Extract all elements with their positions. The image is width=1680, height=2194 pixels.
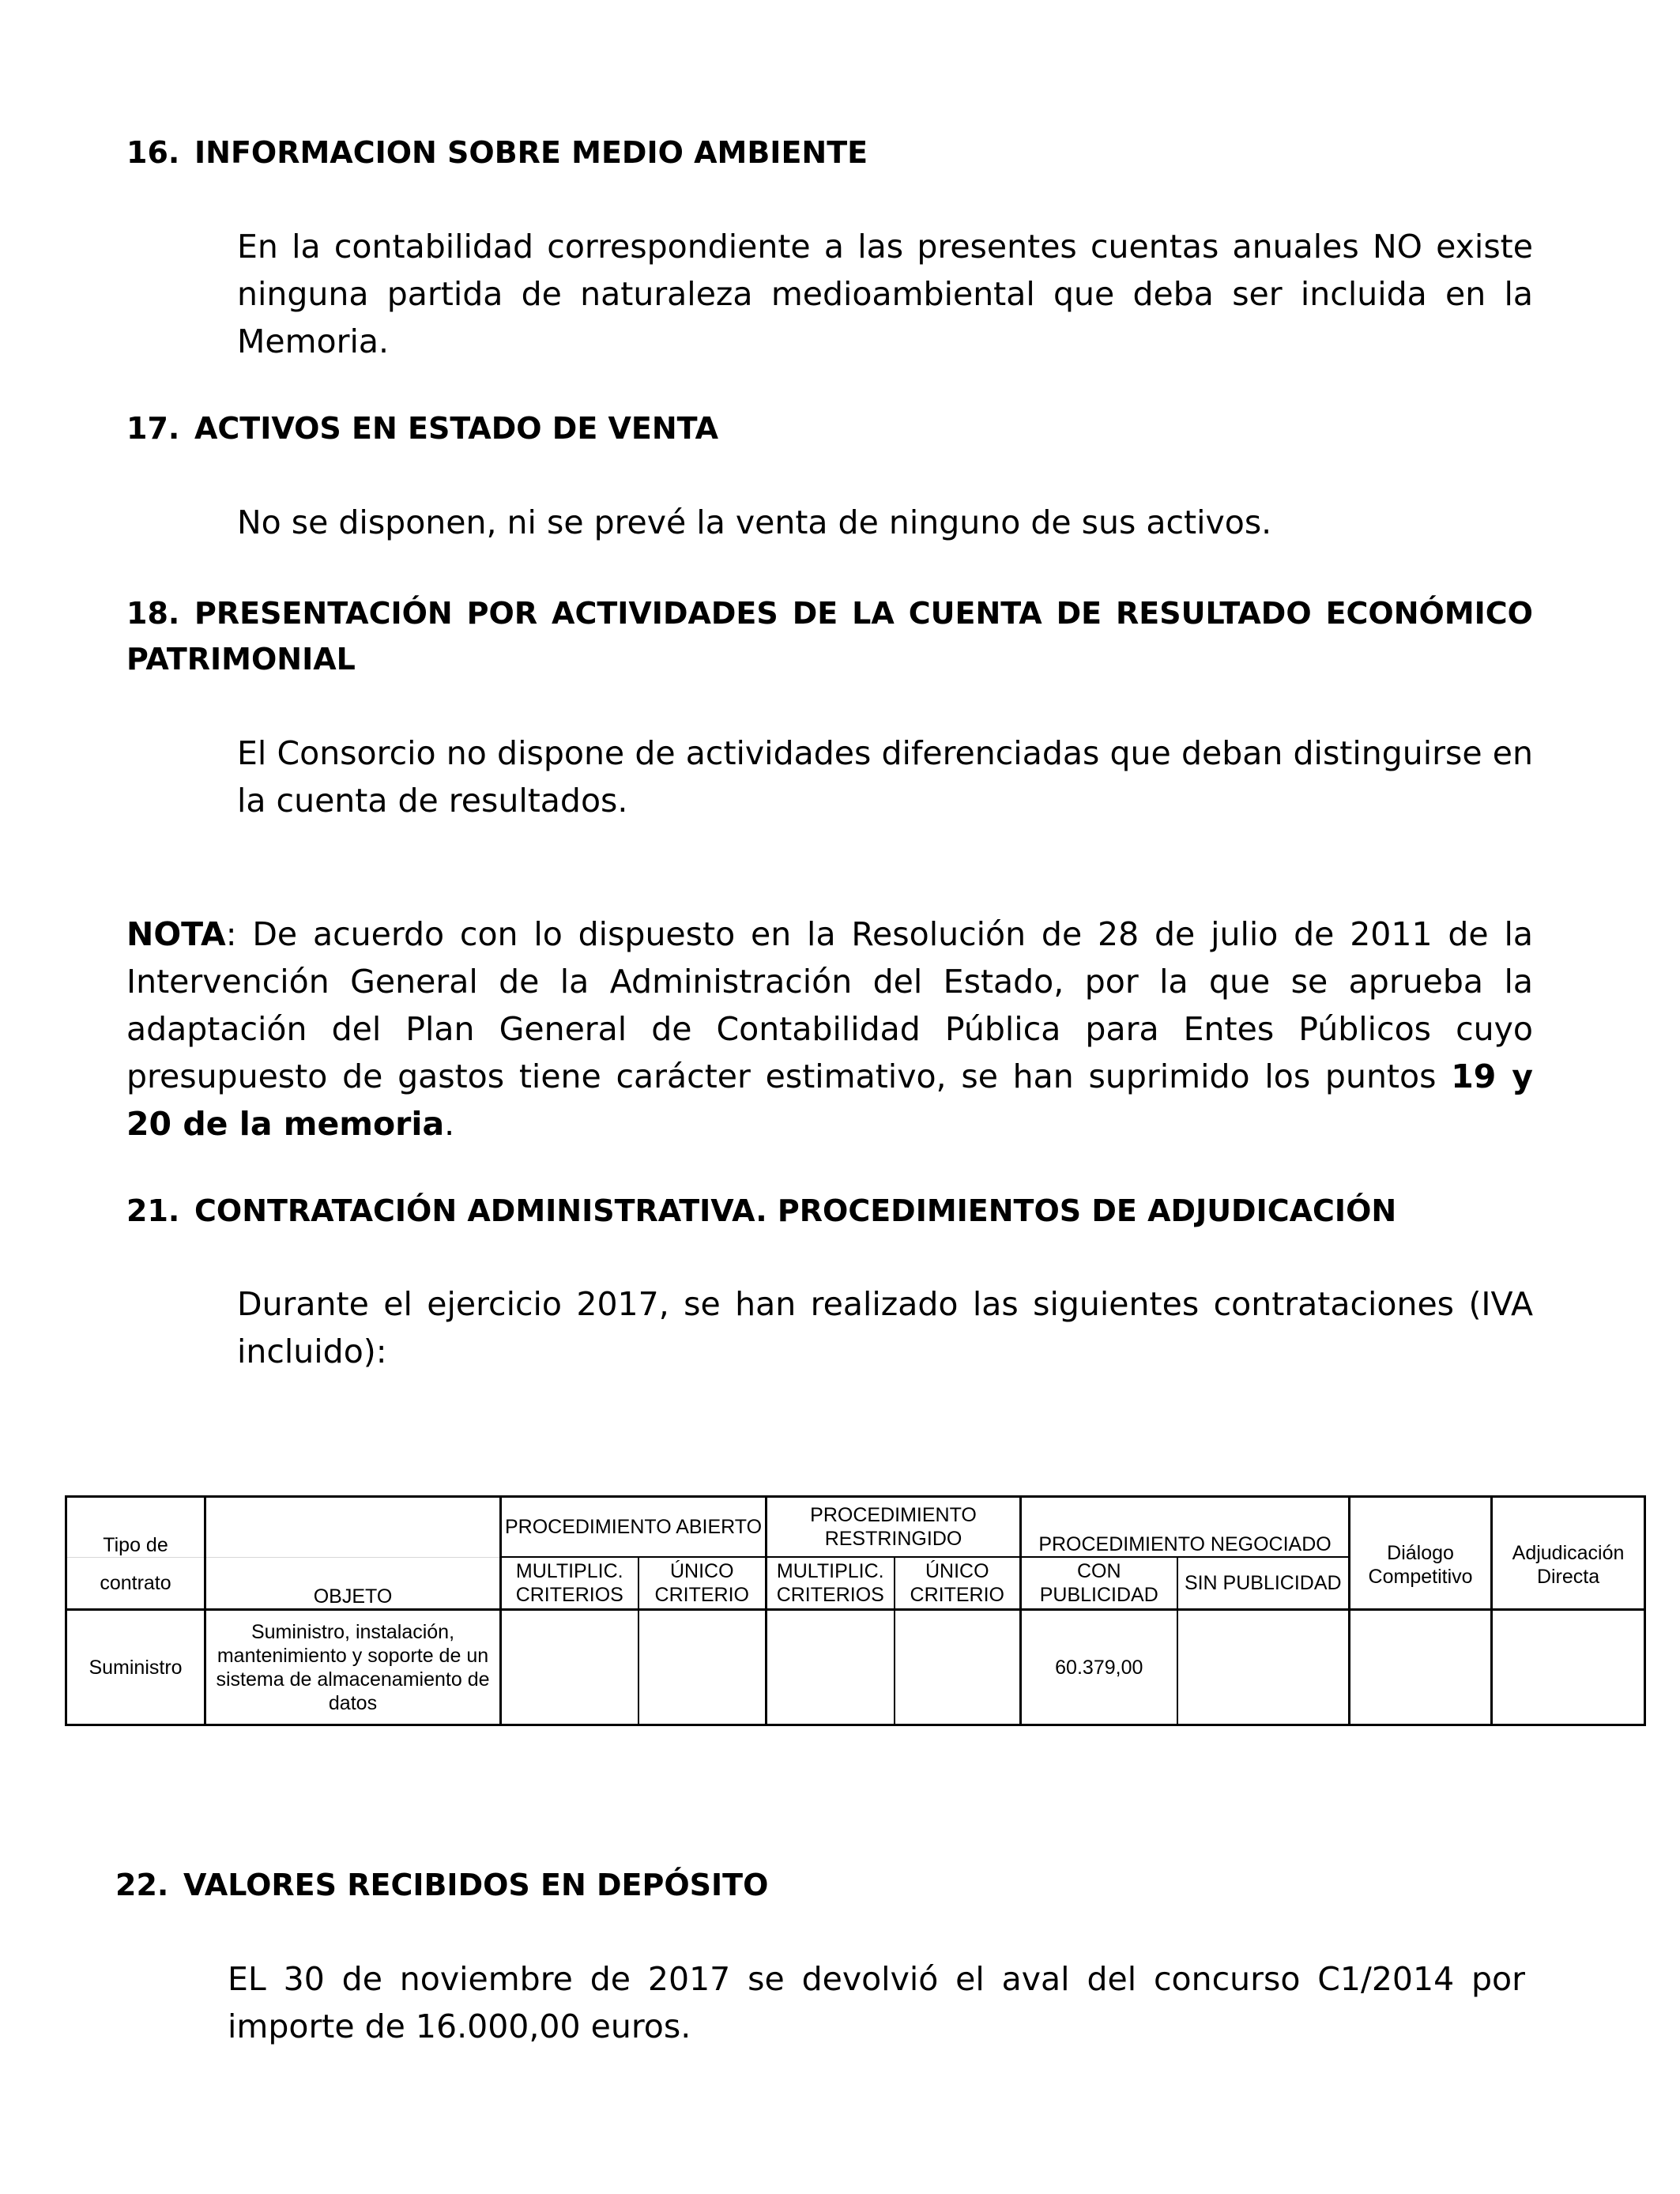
- header-abierto-multiplic: MULTIPLIC. CRITERIOS: [501, 1558, 638, 1610]
- nota-paragraph: [126, 910, 1533, 1148]
- header-restringido-multiplic: MULTIPLIC. CRITERIOS: [767, 1558, 895, 1610]
- section-21-number: 21.: [126, 1193, 180, 1228]
- header-tipo-contrato: contrato: [66, 1558, 205, 1610]
- nota-label: NOTA: [126, 915, 226, 953]
- header-dialogo-competitivo: Diálogo Competitivo: [1350, 1497, 1492, 1610]
- section-18-heading: [126, 590, 1533, 682]
- nota-bold-reference: 19 y 20 de la memoria: [126, 1057, 1533, 1143]
- section-21-title: CONTRATACIÓN ADMINISTRATIVA. PROCEDIMIENTOS DE ADJUDICACIÓN: [194, 1193, 1397, 1228]
- header-restringido-unico: ÚNICO CRITERIO: [895, 1558, 1021, 1610]
- cell-adjudicacion: [1492, 1610, 1645, 1725]
- section-16-paragraph: En la contabilidad correspondiente a las presentes cuentas anuales NO existe ninguna partida de naturaleza medioambiental que deba ser incluida en la Memoria.: [237, 228, 1533, 360]
- header-abierto-unico: ÚNICO CRITERIO: [638, 1558, 767, 1610]
- section-21-heading: [126, 1188, 1533, 1234]
- header-tipo-top: Tipo de: [66, 1497, 205, 1558]
- cell-negociado-sin: [1177, 1610, 1350, 1725]
- header-procedimiento-restringido: PROCEDIMIENTO RESTRINGIDO: [767, 1497, 1021, 1557]
- header-procedimiento-negociado: PROCEDIMIENTO NEGOCIADO: [1021, 1497, 1350, 1557]
- header-adjudicacion-directa: Adjudicación Directa: [1492, 1497, 1645, 1610]
- cell-restringido-unico: [895, 1610, 1021, 1725]
- cell-abierto-unico: [638, 1610, 767, 1725]
- section-22-heading: [115, 1862, 1522, 1908]
- section-22-paragraph: EL 30 de noviembre de 2017 se devolvió el aval del concurso C1/2014 por importe de 16.000,00 euros.: [228, 1960, 1525, 2045]
- section-17-heading: [126, 405, 1533, 451]
- nota-period: .: [444, 1105, 455, 1143]
- section-18-number: 18.: [126, 596, 180, 631]
- header-procedimiento-abierto: PROCEDIMIENTO ABIERTO: [501, 1497, 767, 1557]
- section-22-number: 22.: [115, 1868, 169, 1902]
- section-18-paragraph: El Consorcio no dispone de actividades diferenciadas que deban distinguirse en la cuenta de resultados.: [237, 734, 1533, 820]
- header-objeto-top: [205, 1497, 501, 1558]
- cell-dialogo: [1350, 1610, 1492, 1725]
- section-22-title: VALORES RECIBIDOS EN DEPÓSITO: [183, 1868, 769, 1902]
- cell-negociado-con: 60.379,00: [1021, 1610, 1177, 1725]
- section-16-title: INFORMACION SOBRE MEDIO AMBIENTE: [194, 135, 868, 170]
- header-objeto: OBJETO: [205, 1558, 501, 1610]
- table-row: [66, 1610, 1645, 1725]
- section-17-paragraph: No se disponen, ni se prevé la venta de ninguno de sus activos.: [237, 503, 1272, 541]
- cell-restringido-multiplic: [767, 1610, 895, 1725]
- cell-abierto-multiplic: [501, 1610, 638, 1725]
- section-17-number: 17.: [126, 411, 180, 446]
- section-16-number: 16.: [126, 135, 180, 170]
- section-17-title: ACTIVOS EN ESTADO DE VENTA: [194, 411, 719, 446]
- section-18-title: PRESENTACIÓN POR ACTIVIDADES DE LA CUENTA DE RESULTADO ECONÓMICO PATRIMONIAL: [126, 596, 1533, 677]
- section-21-paragraph: Durante el ejercicio 2017, se han realizado las siguientes contrataciones (IVA incluido):: [237, 1285, 1533, 1370]
- table-header-row: [66, 1497, 1645, 1557]
- contracts-table: [65, 1495, 1646, 1726]
- cell-tipo: Suministro: [66, 1610, 205, 1725]
- cell-objeto: Suministro, instalación, mantenimiento y soporte de un sistema de almacenamiento de datos: [205, 1610, 501, 1725]
- header-negociado-con: CON PUBLICIDAD: [1021, 1558, 1177, 1610]
- section-16-heading: [126, 130, 1533, 175]
- nota-text: : De acuerdo con lo dispuesto en la Resolución de 28 de julio de 2011 de la Intervención General de la Administración del Estado, por la que se aprueba la adaptación del Plan General de Contabilidad Pública para Entes Públicos cuyo presupuesto de gastos tiene carácter estimativo, se han suprimido los puntos: [126, 915, 1533, 1095]
- header-negociado-sin: SIN PUBLICIDAD: [1177, 1558, 1350, 1610]
